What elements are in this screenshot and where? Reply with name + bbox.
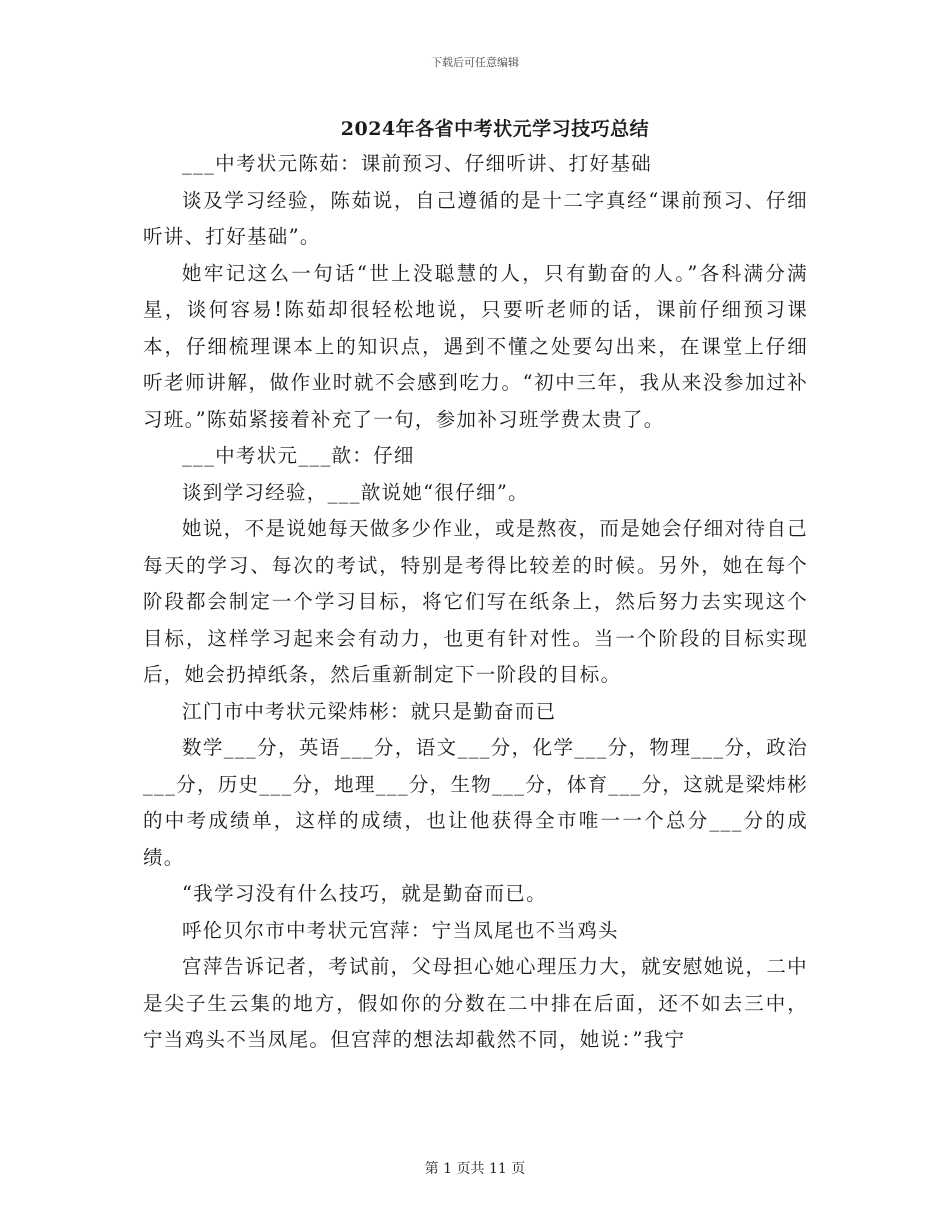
paragraph: 谈及学习经验，陈茹说，自己遵循的是十二字真经“课前预习、仔细听讲、打好基础”。 (143, 188, 808, 248)
paragraph-scores: 数学___分，英语___分，语文___分，化学___分，物理___分，政治___分，历史___分，地理___分，生物___分，体育___分，这就是梁炜彬的中考成绩单，这样的成绩，也让他获得全市唯一一个总分___分的成绩。 (143, 736, 808, 869)
paragraph-heading-chenru: ___中考状元陈茹：课前预习、仔细听讲、打好基础 (182, 152, 652, 175)
paragraph: 宫萍告诉记者，考试前，父母担心她心理压力大，就安慰她说，二中是尖子生云集的地方，假如你的分数在二中排在后面，还不如去三中，宁当鸡头不当凤尾。但宫萍的想法却截然不同，她说：”我宁 (143, 955, 808, 1051)
page-header-note: 下载后可任意编辑 (431, 56, 519, 69)
paragraph-heading-gongping: 呼伦贝尔市中考状元宫萍：宁当凤尾也不当鸡头 (182, 918, 619, 942)
document-body (143, 146, 808, 1059)
paragraph-heading-liangweibin: 江门市中考状元梁炜彬：就只是勤奋而已 (182, 699, 557, 723)
paragraph: 她牢记这么一句话“世上没聪慧的人，只有勤奋的人。”各科满分满星，谈何容易!陈茹却很轻松地说，只要听老师的话，课前仔细预习课本，仔细梳理课本上的知识点，遇到不懂之处要勾出来，在课堂上仔细听老师讲解，做作业时就不会感到吃力。“初中三年，我从来没参加过补习班。”陈茹紧接着补充了一句，参加补习班学费太贵了。 (143, 261, 808, 431)
page-number-footer: 第 1 页共 11 页 (424, 1161, 526, 1177)
paragraph: 谈到学习经验，___歆说她“很仔细”。 (182, 480, 529, 504)
paragraph: 她说，不是说她每天做多少作业，或是熬夜，而是她会仔细对待自己每天的学习、每次的考试，特别是考得比较差的时候。另外，她在每个阶段都会制定一个学习目标，将它们写在纸条上，然后努力去实现这个目标，这样学习起来会有动力，也更有针对性。当一个阶段的目标实现后，她会扔掉纸条，然后重新制定下一阶段的目标。 (143, 517, 808, 686)
paragraph-quote: “我学习没有什么技巧，就是勤奋而已。 (182, 882, 547, 905)
document-title: 2024年各省中考状元学习技巧总结 (340, 118, 650, 140)
paragraph-heading-xin: ___中考状元___歆：仔细 (182, 444, 415, 467)
